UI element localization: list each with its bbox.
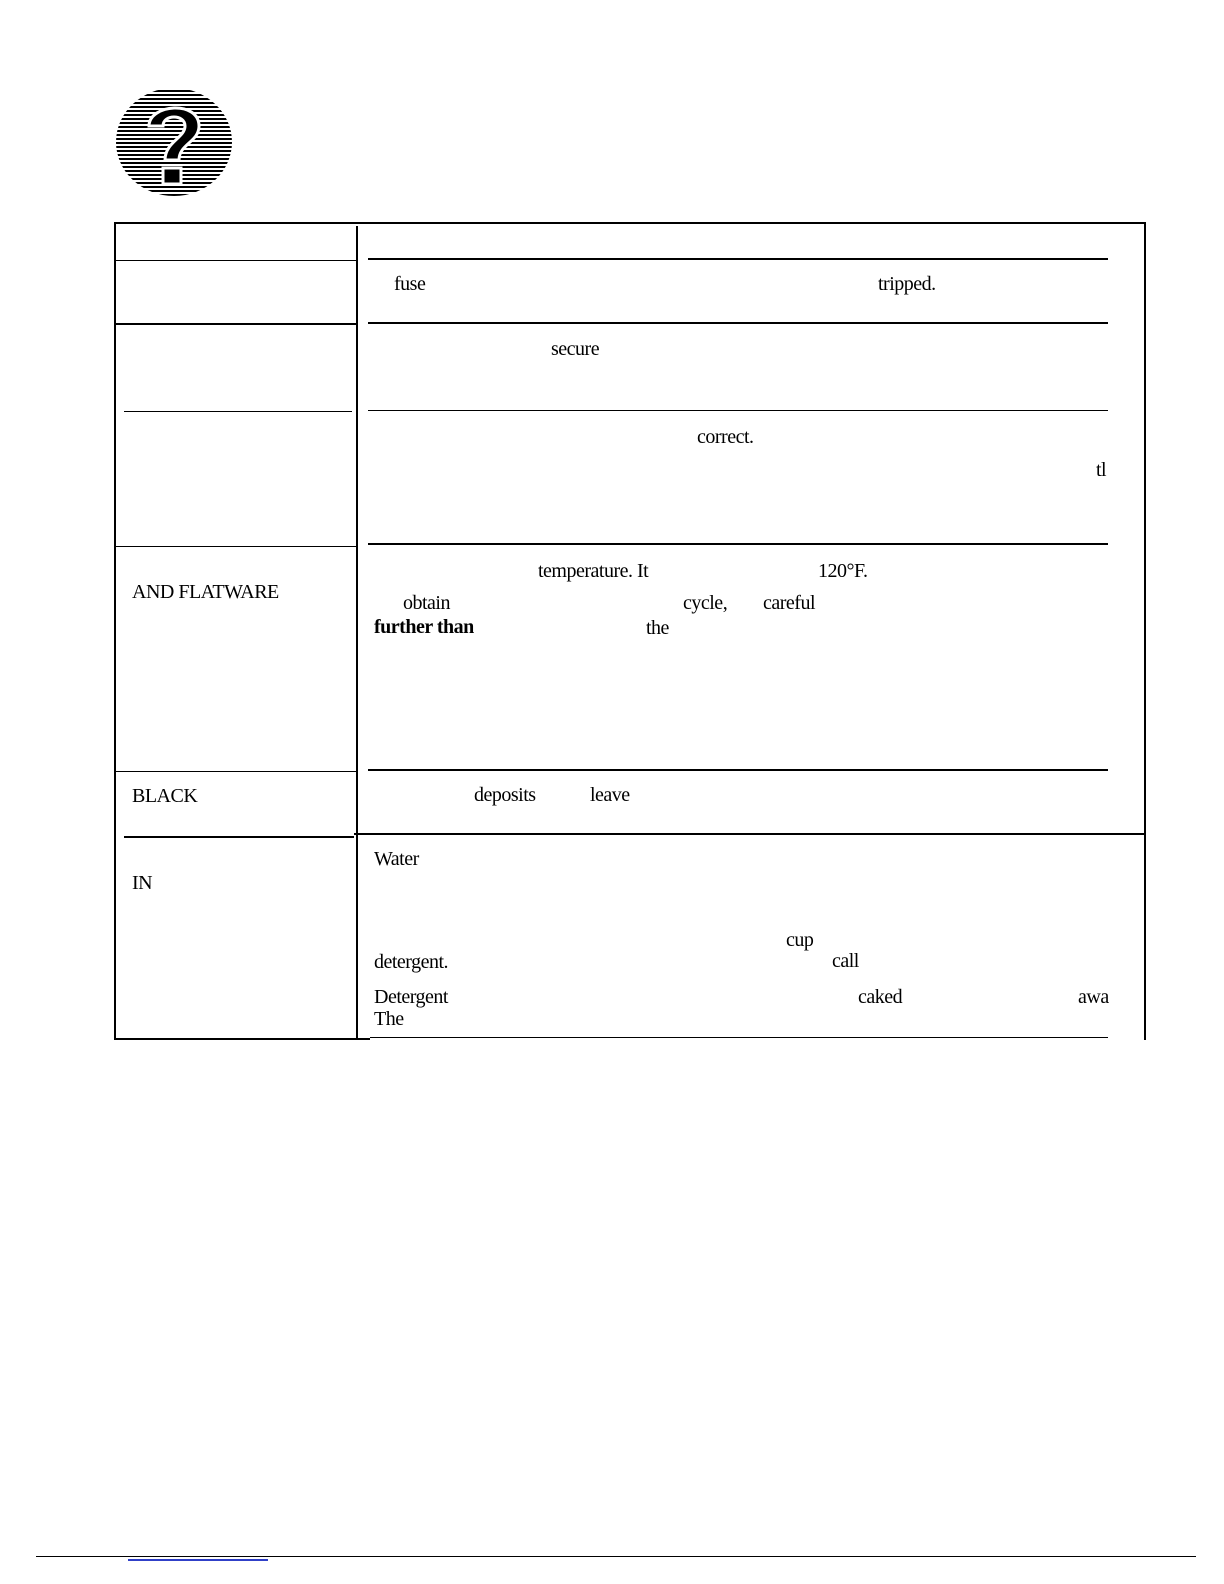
cell-label: BLACK [132,785,198,807]
row-separator [368,769,1108,771]
cell-text: caked [858,986,903,1008]
cell-text: the [646,617,669,639]
cell-text: temperature. It [538,560,649,582]
cell-text: Water [374,848,419,870]
cell-text: 120°F. [818,560,868,582]
row-separator [114,323,358,325]
cell-text: leave [590,784,630,806]
question-mark-icon [113,86,235,198]
row-separator [114,260,358,261]
cell-text: secure [551,338,600,360]
table-bottom-border-right [370,1037,1108,1038]
cell-text: cup [786,929,814,951]
cell-text: correct. [697,426,754,448]
cell-label: AND FLATWARE [132,581,279,603]
row-separator [368,258,1108,260]
cell-label: IN [132,872,153,894]
cell-text: call [832,950,859,972]
table-right-border [1144,222,1146,1040]
cell-text: The [374,1008,404,1030]
table-column-divider [356,226,358,1040]
cell-text: fuse [394,273,426,295]
row-separator [114,771,358,772]
footer-rule [36,1556,1196,1557]
cell-text: obtain [403,592,450,614]
row-separator [368,322,1108,324]
cell-text: cycle, [683,592,728,614]
table-bottom-border-left [114,1038,370,1040]
row-separator [124,836,354,838]
cell-text: careful [763,592,816,614]
row-separator [368,543,1108,545]
row-separator [368,410,1108,411]
cell-text: detergent. [374,951,449,973]
cell-text: deposits [474,784,536,806]
row-separator [114,546,358,547]
table-left-border [114,222,116,1040]
cell-text: awa [1078,986,1109,1008]
cell-text-bold: further than [374,616,474,638]
footer-link-underline [128,1559,268,1561]
row-separator [124,411,352,412]
cell-text: tripped. [878,273,936,295]
table-top-border [114,222,1146,224]
row-separator [354,833,1146,835]
cell-text: tl [1096,459,1107,481]
cell-text: Detergent [374,986,448,1008]
